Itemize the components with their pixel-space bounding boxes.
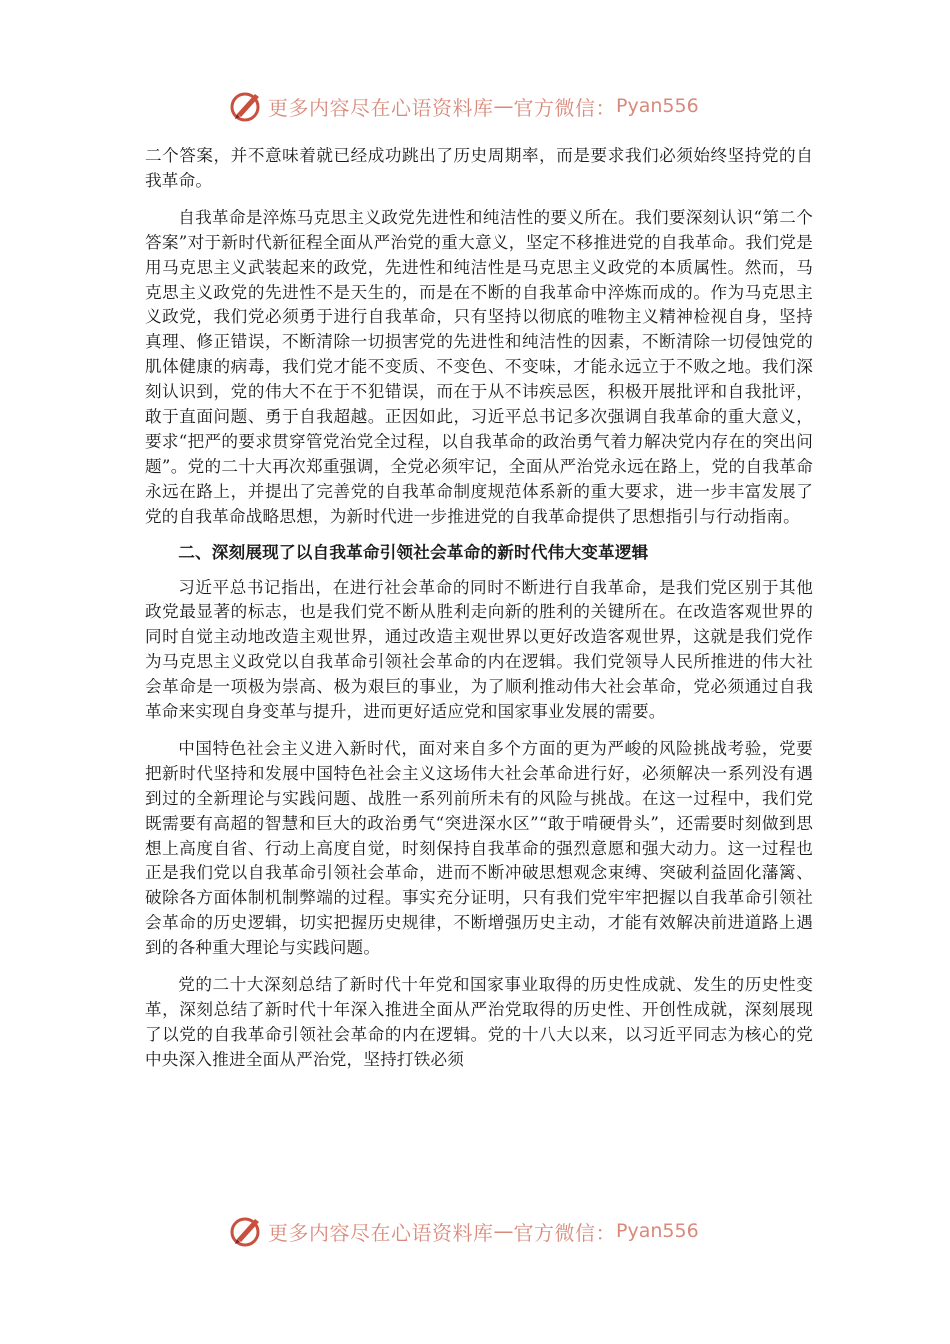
pen-logo-icon: [228, 1213, 264, 1249]
banner-separator: —: [493, 94, 514, 118]
banner-wechat-id: Pyan556: [616, 1220, 699, 1242]
banner-text: 更多内容尽在心语资料库: [268, 1220, 494, 1245]
document-body: [145, 144, 813, 1073]
banner-wechat-label: 官方微信：: [513, 95, 616, 120]
watermark-banner-top: [228, 86, 748, 126]
banner-wechat-id: Pyan556: [616, 95, 699, 117]
pen-logo-icon: [228, 88, 264, 124]
watermark-banner-bottom: [228, 1211, 748, 1251]
paragraph-twentieth-congress: 党的二十大深刻总结了新时代十年党和国家事业取得的历史性成就、发生的历史性变革，深刻总结了新时代十年深入推进全面从严治党取得的历史性、开创性成就，深刻展现了以党的自我革命引领社会革命的内在逻辑。党的十八大以来，以习近平同志为核心的党中央深入推进全面从严治党，坚持打铁必须: [145, 975, 813, 1069]
section-heading: 二、深刻展现了以自我革命引领社会革命的新时代伟大变革逻辑: [178, 542, 649, 562]
banner-separator: —: [493, 1219, 514, 1243]
paragraph-logic: 习近平总书记指出，在进行社会革命的同时不断进行自我革命，是我们党区别于其他政党最显著的标志，也是我们党不断从胜利走向新的胜利的关键所在。在改造客观世界的同时自觉主动地改造主观世界，通过改造主观世界以更好改造客观世界，这就是我们党作为马克思主义政党以自我革命引领社会革命的内在逻辑。我们党领导人民所推进的伟大社会革命是一项极为崇高、极为艰巨的事业，为了顺利推动伟大社会革命，党必须通过自我革命来实现自身变革与提升，进而更好适应党和国家事业发展的需要。: [145, 577, 813, 722]
paragraph-new-era: 中国特色社会主义进入新时代，面对来自多个方面的更为严峻的风险挑战考验，党要把新时代坚持和发展中国特色社会主义这场伟大社会革命进行好，必须解决一系列没有遇到过的全新理论与实践问题、战胜一系列前所未有的风险与挑战。在这一过程中，我们党既需要有高超的智慧和巨大的政治勇气“突进深水区”“敢于啃硬骨头”，还需要时刻做到思想上高度自省、行动上高度自觉，时刻保持自我革命的强烈意愿和强大动力。这一过程也正是我们党以自我革命引领社会革命，进而不断冲破思想观念束缚、突破利益固化藩篱、破除各方面体制机制弊端的过程。事实充分证明，只有我们党牢牢把握以自我革命引领社会革命的历史逻辑，切实把握历史规律，不断增强历史主动，才能有效解决前进道路上遇到的各种重大理论与实践问题。: [145, 738, 813, 958]
paragraph-self-revolution: 自我革命是淬炼马克思主义政党先进性和纯洁性的要义所在。我们要深刻认识“第二个答案”对于新时代新征程全面从严治党的重大意义，坚定不移推进党的自我革命。我们党是用马克思主义武装起来的政党，先进性和纯洁性是马克思主义政党的本质属性。然而，马克思主义政党的先进性不是天生的，而是在不断的自我革命中淬炼而成的。作为马克思主义政党，我们党必须勇于进行自我革命，只有坚持以彻底的唯物主义精神检视自身，坚持真理、修正错误，不断清除一切损害党的先进性和纯洁性的因素，不断清除一切侵蚀党的肌体健康的病毒，我们党才能不变质、不变色、不变味，才能永远立于不败之地。我们深刻认识到，党的伟大不在于不犯错误，而在于从不讳疾忌医，积极开展批评和自我批评，敢于直面问题、勇于自我超越。正因如此，习近平总书记多次强调自我革命的重大意义，要求“把严的要求贯穿管党治党全过程，以自我革命的政治勇气着力解决党内存在的突出问题”。党的二十大再次郑重强调，全党必须牢记，全面从严治党永远在路上，党的自我革命永远在路上，并提出了完善党的自我革命制度规范体系新的重大要求，进一步丰富发展了党的自我革命战略思想，为新时代进一步推进党的自我革命提供了思想指引与行动指南。: [145, 207, 813, 526]
paragraph-continued: 二个答案，并不意味着就已经成功跳出了历史周期率，而是要求我们必须始终坚持党的自我革命。: [145, 146, 813, 190]
banner-text: 更多内容尽在心语资料库: [268, 95, 494, 120]
banner-wechat-label: 官方微信：: [513, 1220, 616, 1245]
